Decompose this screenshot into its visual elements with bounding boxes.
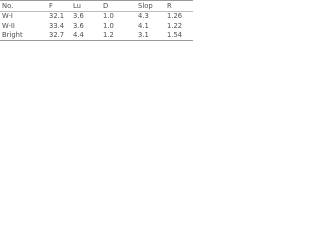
table-body [0,12,193,41]
column-header-no: No. [2,2,14,11]
row-label: W-II [2,21,15,30]
table-cell: 4.1 [138,21,149,30]
table-cell: 4.4 [73,31,84,40]
table-cell: 4.3 [138,12,149,21]
table-row [0,12,193,22]
row-label: W-I [2,12,13,21]
data-table-frame [0,0,193,42]
table-cell: 1.0 [103,12,114,21]
column-header-r: R [167,2,172,11]
table-cell: 1.22 [167,21,183,30]
table-cell: 3.6 [73,21,84,30]
table-cell: 3.1 [138,31,149,40]
table-cell: 3.6 [73,12,84,21]
data-table [0,0,193,41]
table-cell: 1.2 [103,31,114,40]
table-row [0,21,193,30]
column-header-d: D [103,2,109,11]
column-header-lu: Lu [73,2,81,11]
table-header-row [0,1,193,12]
column-header-f: F [49,2,53,11]
table-row [0,31,193,41]
table-cell: 32.7 [49,31,65,40]
table-cell: 1.26 [167,12,183,21]
table-cell: 33.4 [49,21,65,30]
table-cell: 32.1 [49,12,65,21]
table-cell: 1.0 [103,21,114,30]
table-header [0,1,193,12]
table-cell: 1.54 [167,31,183,40]
row-label: Bright [2,31,23,40]
column-header-slop: Slop [138,2,153,11]
